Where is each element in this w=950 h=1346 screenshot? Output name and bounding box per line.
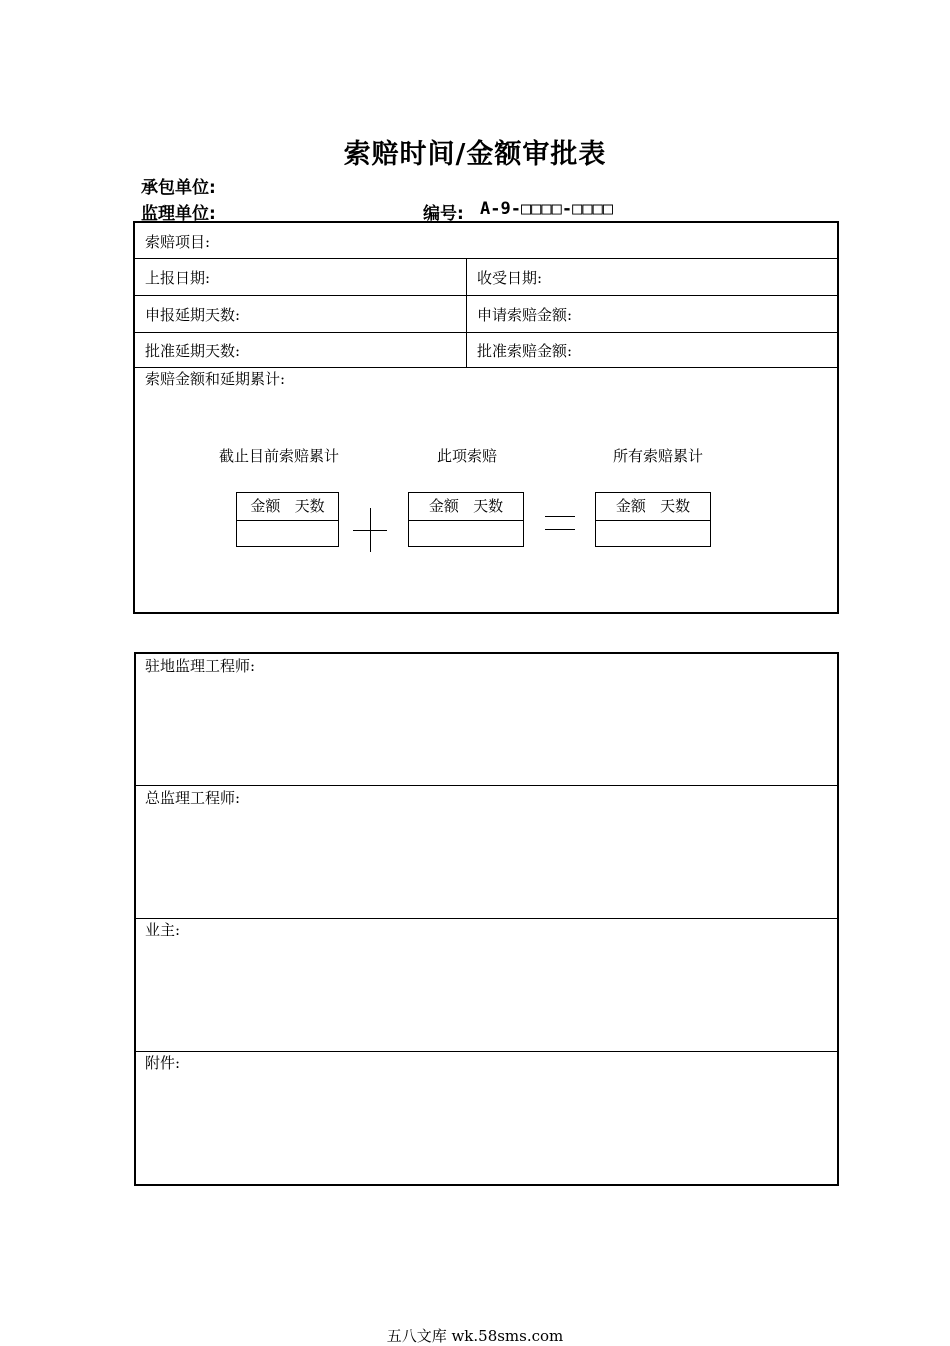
all-claims-box (595, 492, 711, 547)
days-label: 天数 (294, 497, 325, 515)
receive-date-label: 收受日期: (477, 269, 543, 287)
plus-sign (353, 508, 387, 552)
mini-header (237, 493, 338, 521)
approval-form-frame (134, 652, 839, 1186)
row-divider (135, 332, 837, 333)
chief-engineer-label: 总监理工程师: (145, 789, 241, 807)
mini-header (596, 493, 710, 521)
report-ext-days-label: 申报延期天数: (145, 306, 241, 324)
equals-sign (545, 516, 575, 530)
page-title: 索赔时间/金额审批表 (343, 139, 607, 170)
contractor-label: 承包单位: (141, 178, 216, 198)
report-date-label: 上报日期: (145, 269, 211, 287)
row-divider (135, 258, 837, 259)
approve-ext-days-label: 批准延期天数: (145, 342, 241, 360)
mini-header (409, 493, 523, 521)
supervisor-label: 监理单位: (141, 204, 216, 224)
days-label: 天数 (660, 497, 691, 515)
days-label: 天数 (473, 497, 504, 515)
row-divider (136, 1051, 837, 1052)
claim-item-label: 索赔项目: (145, 233, 211, 251)
amount-label: 金额 (250, 497, 281, 515)
amount-label: 金额 (428, 497, 459, 515)
apply-amount-label: 申请索赔金额: (477, 306, 573, 324)
column-divider (466, 258, 467, 367)
footer-watermark: 五八文库 wk.58sms.com (386, 1327, 564, 1345)
attachments-label: 附件: (145, 1054, 181, 1072)
cumulative-to-date-box (236, 492, 339, 547)
row-divider (135, 367, 837, 368)
number-value: A-9-□□□□-□□□□ (480, 199, 614, 219)
row-divider (136, 918, 837, 919)
this-claim-box (408, 492, 524, 547)
approve-amount-label: 批准索赔金额: (477, 342, 573, 360)
row-divider (136, 785, 837, 786)
this-claim-title: 此项索赔 (437, 447, 498, 465)
owner-label: 业主: (145, 921, 181, 939)
amount-label: 金额 (615, 497, 646, 515)
row-divider (135, 295, 837, 296)
cumulative-label: 索赔金额和延期累计: (145, 370, 286, 388)
number-label: 编号: (423, 204, 464, 224)
all-claims-title: 所有索赔累计 (613, 447, 704, 465)
resident-engineer-label: 驻地监理工程师: (145, 657, 256, 675)
cumulative-to-date-title: 截止目前索赔累计 (219, 447, 340, 465)
